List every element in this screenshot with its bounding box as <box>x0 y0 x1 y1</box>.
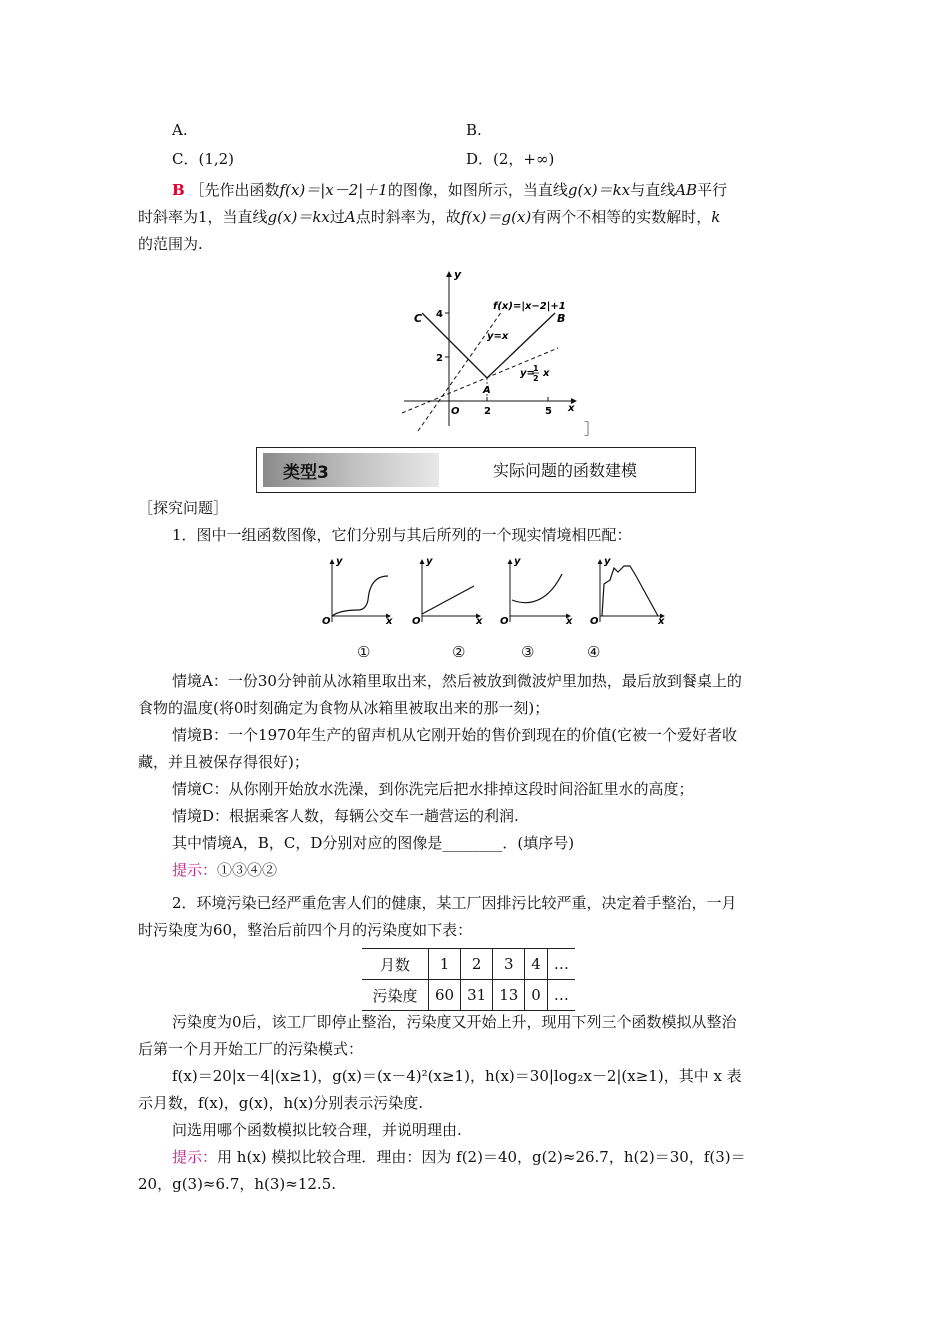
graph-4 <box>590 556 665 627</box>
banner-tag: 类型3 <box>263 453 439 487</box>
graph-3 <box>500 556 573 627</box>
svg-text:y=: y= <box>520 368 535 379</box>
q1-hint-value: ①③④② <box>217 861 278 879</box>
svg-text:O: O <box>500 616 509 627</box>
option-d: D．(2，+∞) <box>466 150 555 168</box>
q2-func-2: 示月数，f(x)，g(x)，h(x)分别表示污染度. <box>138 1094 424 1112</box>
q2-stem-2: 时污染度为60，整治后前四个月的污染度如下表： <box>138 921 473 939</box>
svg-text:x: x <box>476 616 483 627</box>
svg-text:y: y <box>514 556 521 567</box>
graph-1 <box>322 556 393 627</box>
q2-hint-2: 20，g(3)≈6.7，h(3)≈12.5. <box>138 1175 337 1193</box>
svg-text:x: x <box>543 368 550 379</box>
q1-ask: 其中情境A，B，C，D分别对应的图像是________．(填序号) <box>172 834 575 852</box>
svg-text:2: 2 <box>533 374 539 383</box>
svg-text:y: y <box>336 556 343 567</box>
fig-label-1: ① <box>357 643 371 661</box>
q2-para-1: 污染度为0后，该工厂即停止整治，污染度又开始上升，现用下列三个函数模拟从整治 <box>172 1013 737 1031</box>
g1-point-c: C <box>414 312 423 325</box>
g1-origin: O <box>451 406 460 417</box>
scene-a-1: 情境A：一份30分钟前从冰箱里取出来，然后被放到微波炉里加热，最后放到餐桌上的 <box>172 672 742 690</box>
svg-text:4: 4 <box>436 309 443 320</box>
answer-letter: B <box>172 181 185 199</box>
scene-b-2: 藏，并且被保存得很好)； <box>138 753 309 771</box>
scene-d: 情境D：根据乘客人数，每辆公交车一趟营运的利润. <box>172 807 519 825</box>
q1-hint-label: 提示： <box>172 861 218 879</box>
svg-text:y: y <box>426 556 433 567</box>
q1-graphs <box>318 552 670 638</box>
q2-hint-1: 提示：用 h(x) 模拟比较合理．理由：因为 f(2)＝40，g(2)≈26.7，h(2)＝30，f(3)＝ <box>172 1148 746 1166</box>
svg-text:O: O <box>412 616 421 627</box>
table-row: 月数 1 2 3 4 … <box>362 949 575 980</box>
svg-text:O: O <box>322 616 331 627</box>
table-row: 污染度 60 31 13 0 … <box>362 980 575 1011</box>
g1-fx-label: f(x)=|x−2|+1 <box>493 301 566 312</box>
q2-func-1: f(x)＝20|x－4|(x≥1)，g(x)＝(x－4)²(x≥1)，h(x)＝30|log₂x－2|(x≥1)，其中 x 表 <box>172 1067 742 1085</box>
svg-text:2: 2 <box>436 353 443 364</box>
g1-y-label: y <box>454 268 462 281</box>
svg-text:O: O <box>590 616 599 627</box>
svg-text:x: x <box>658 616 665 627</box>
section-banner <box>256 447 696 493</box>
g1-point-a: A <box>483 385 491 396</box>
fig-label-2: ② <box>452 643 466 661</box>
svg-text:y: y <box>604 556 611 567</box>
svg-text:5: 5 <box>545 406 552 417</box>
scene-b-1: 情境B：一个1970年生产的留声机从它刚开始的售价到现在的价值(它被一个爱好者收 <box>172 726 738 744</box>
banner-title: 实际问题的函数建模 <box>493 461 638 480</box>
pollution-table <box>362 948 575 1011</box>
option-c: C．(1,2) <box>172 150 235 168</box>
q1-hint <box>172 859 852 881</box>
section-label: ［探究问题］ <box>138 499 229 517</box>
option-a: A. <box>172 121 188 139</box>
q2-stem-1: 2．环境污染已经严重危害人们的健康，某工厂因排污比较严重，决定着手整治，一月 <box>172 894 737 912</box>
q2-hint-label: 提示： <box>172 1148 218 1166</box>
fig-label-3: ③ <box>521 643 535 661</box>
svg-text:x: x <box>566 616 573 627</box>
scene-a-2: 食物的温度(将0时刻确定为食物从冰箱里被取出来的那一刻)； <box>138 699 550 717</box>
q1-stem: 1．图中一组函数图像，它们分别与其后所列的一个现实情境相匹配： <box>172 526 632 544</box>
svg-text:1: 1 <box>533 364 539 373</box>
g1-yx-label: y=x <box>487 331 509 342</box>
option-b: B. <box>466 121 482 139</box>
abs-function-graph <box>398 266 582 432</box>
answer-line-1: B ［先作出函数f(x)＝|x－2|＋1的图像，如图所示，当直线g(x)＝kx与直线AB平行 <box>172 181 728 199</box>
answer-line-3: 的范围为. <box>138 235 203 253</box>
answer-line-2: 时斜率为1，当直线g(x)＝kx过A点时斜率为，故f(x)＝g(x)有两个不相等的实数解时，k <box>138 208 721 226</box>
scene-c: 情境C：从你刚开始放水洗澡，到你洗完后把水排掉这段时间浴缸里水的高度； <box>172 780 694 798</box>
svg-text:x: x <box>386 616 393 627</box>
answer-close-bracket: ］ <box>584 420 600 438</box>
q2-para-2: 后第一个月开始工厂的污染模式： <box>138 1040 364 1058</box>
g1-x-label: x <box>568 403 575 414</box>
svg-text:2: 2 <box>484 406 491 417</box>
fig-label-4: ④ <box>587 643 601 661</box>
g1-point-b: B <box>557 312 566 325</box>
q2-ask: 问选用哪个函数模拟比较合理，并说明理由. <box>172 1121 462 1139</box>
graph-2 <box>412 556 483 627</box>
